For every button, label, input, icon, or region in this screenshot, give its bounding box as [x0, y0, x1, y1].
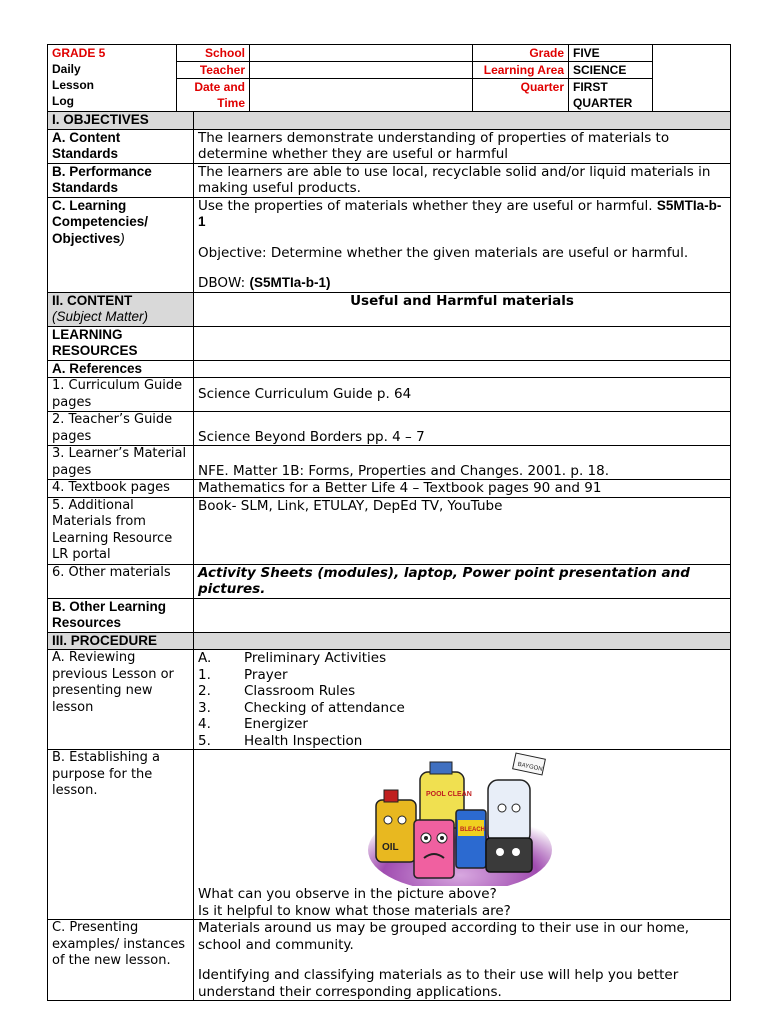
- date-time-field[interactable]: [250, 79, 473, 112]
- procedure-heading-fill: [194, 632, 731, 650]
- curriculum-label: 1. Curriculum Guide pages: [48, 378, 194, 412]
- list-text: Preliminary Activities: [244, 650, 387, 666]
- subject-matter-label: (Subject Matter): [52, 309, 149, 324]
- household-chemicals-illustration: [368, 750, 553, 886]
- competencies-cell: [194, 197, 731, 292]
- list-text: Health Inspection: [244, 732, 363, 749]
- lesson-log: [47, 44, 730, 1001]
- teacher-field[interactable]: [250, 62, 473, 79]
- list-text: Classroom Rules: [244, 683, 356, 699]
- objectives-heading: I. OBJECTIVES: [48, 112, 194, 130]
- other-materials-label: 6. Other materials: [48, 564, 194, 598]
- list-item: [198, 716, 726, 733]
- header-table: [47, 44, 731, 112]
- list-item: [198, 650, 726, 667]
- dll-line-1: Daily: [52, 62, 81, 76]
- competencies-label-text: C. Learning Competencies/ Objectives: [52, 197, 149, 246]
- content-standards-text: The learners demonstrate understanding of properties of materials to determine whether they are useful or harmful: [194, 129, 731, 163]
- list-text: Prayer: [244, 666, 288, 683]
- other-materials-value: Activity Sheets (modules), laptop, Power point presentation and pictures.: [194, 564, 731, 598]
- performance-standards-text: The learners are able to use local, recyclable solid and/or liquid materials in making useful products.: [194, 163, 731, 197]
- list-item: [198, 733, 726, 750]
- competencies-label-paren: ): [120, 230, 125, 246]
- procedure-a-label: A. Reviewing previous Lesson or presenting new lesson: [48, 650, 194, 750]
- learning-area-label: Learning Area: [473, 62, 569, 79]
- textbook-label: 4. Textbook pages: [48, 480, 194, 498]
- list-text: Checking of attendance: [244, 699, 405, 716]
- dll-line-3: Log: [52, 94, 74, 108]
- competencies-label: [48, 197, 194, 292]
- competencies-text: Use the properties of materials whether they are useful or harmful.: [198, 197, 653, 214]
- quarter-value: FIRST QUARTER: [569, 79, 653, 112]
- grade-label-right: Grade: [473, 45, 569, 62]
- references-value: [194, 360, 731, 378]
- learners-material-label: 3. Learner’s Material pages: [48, 446, 194, 480]
- dbow-code: (S5MTIa-b-1): [249, 275, 331, 290]
- procedure-c-text-1: Materials around us may be grouped according to their use in our home, school and community.: [198, 920, 690, 953]
- content-title: Useful and Harmful materials: [194, 292, 731, 326]
- procedure-b-label: B. Establishing a purpose for the lesson.: [48, 750, 194, 920]
- list-num: 4.: [198, 716, 211, 732]
- content-standards-label: A. Content Standards: [48, 129, 194, 163]
- procedure-a-list: [194, 650, 731, 750]
- performance-standards-label: B. Performance Standards: [48, 163, 194, 197]
- grade-dll-cell: [48, 45, 177, 112]
- content-heading-text: II. CONTENT: [52, 292, 133, 308]
- procedure-c-cell: [194, 920, 731, 1001]
- list-item: [198, 700, 726, 717]
- blue-box: [456, 810, 486, 868]
- competencies-code: S5MTIa-b-1: [198, 197, 722, 229]
- curriculum-value: Science Curriculum Guide p. 64: [194, 378, 731, 412]
- competencies-line: [198, 198, 726, 231]
- teacher-label: Teacher: [177, 62, 250, 79]
- procedure-c-label: C. Presenting examples/ instances of the new lesson.: [48, 920, 194, 1001]
- learning-resources-value: [194, 326, 731, 360]
- list-text: Energizer: [244, 716, 308, 732]
- procedure-c-text-2: Identifying and classifying materials as to their use will help you better understand their corresponding applications.: [198, 967, 679, 1000]
- dark-container: [486, 838, 532, 872]
- procedure-b-question-1: What can you observe in the picture above?: [198, 886, 497, 902]
- list-num: 2.: [198, 683, 211, 699]
- grade-value: FIVE: [569, 45, 653, 62]
- dll-line-2: Lesson: [52, 78, 95, 92]
- grade-label: GRADE 5: [52, 46, 106, 60]
- white-jug: [488, 780, 530, 844]
- teachers-guide-label: 2. Teacher’s Guide pages: [48, 412, 194, 446]
- header-blank: [653, 45, 731, 112]
- date-time-label: Date and Time: [177, 79, 250, 112]
- pink-can: [414, 820, 454, 878]
- oil-label: OIL: [382, 842, 399, 853]
- procedure-b-cell: [194, 750, 731, 920]
- box-label: BLEACH: [460, 827, 485, 833]
- additional-materials-label: 5. Additional Materials from Learning Resource LR portal: [48, 497, 194, 564]
- list-num: 3.: [198, 699, 211, 716]
- list-item: [198, 683, 726, 700]
- main-table: [47, 111, 731, 1001]
- list-num: A.: [198, 650, 212, 666]
- dbow-line: [198, 275, 726, 292]
- textbook-value: Mathematics for a Better Life 4 – Textbook pages 90 and 91: [194, 480, 731, 498]
- pool-label: POOL CLEAN: [426, 791, 472, 798]
- other-resources-value: [194, 598, 731, 632]
- content-heading: [48, 292, 194, 326]
- teachers-guide-value: Science Beyond Borders pp. 4 – 7: [194, 412, 731, 446]
- procedure-heading: III. PROCEDURE: [48, 632, 194, 650]
- procedure-b-question-2: Is it helpful to know what those materials are?: [198, 902, 511, 919]
- learners-material-value: NFE. Matter 1B: Forms, Properties and Changes. 2001. p. 18.: [194, 446, 731, 480]
- quarter-label: Quarter: [473, 79, 569, 112]
- dbow-label: DBOW:: [198, 275, 250, 291]
- learning-resources-label: LEARNING RESOURCES: [48, 326, 194, 360]
- list-num: 1.: [198, 666, 211, 683]
- school-field[interactable]: [250, 45, 473, 62]
- sign-label: BAYGON: [516, 761, 543, 773]
- objective-text: Objective: Determine whether the given materials are useful or harmful.: [198, 244, 689, 261]
- additional-materials-value: Book- SLM, Link, ETULAY, DepEd TV, YouTube: [194, 497, 731, 564]
- other-resources-label: B. Other Learning Resources: [48, 598, 194, 632]
- list-num: 5.: [198, 732, 211, 749]
- learning-area-value: SCIENCE: [569, 62, 653, 79]
- school-label: School: [177, 45, 250, 62]
- objectives-heading-fill: [194, 112, 731, 130]
- references-label: A. References: [48, 360, 194, 378]
- list-item: [198, 667, 726, 684]
